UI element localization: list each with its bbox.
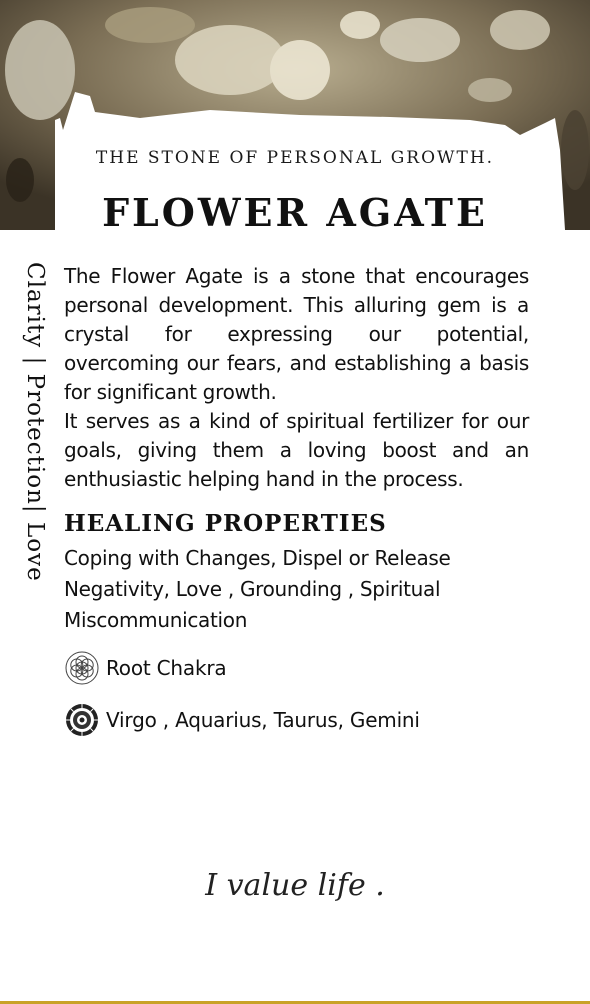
main-content <box>64 262 529 738</box>
flower-of-life-icon <box>64 650 100 686</box>
zodiac-wheel-icon <box>64 702 100 738</box>
healing-properties-heading: HEALING PROPERTIES <box>64 510 387 537</box>
vertical-tagline: Clarity | Protection| Love <box>22 262 48 582</box>
page-subtitle: THE STONE OF PERSONAL GROWTH. <box>95 148 495 168</box>
healing-properties-text: Coping with Changes, Dispel or Release Negativity, Love , Grounding , Spiritual Miscommunication <box>64 546 451 632</box>
description <box>64 262 529 494</box>
signature: I value life . <box>205 868 385 903</box>
zodiac-row <box>64 702 529 738</box>
chakra-label: Root Chakra <box>106 656 227 680</box>
chakra-row <box>64 650 529 686</box>
zodiac-label: Virgo , Aquarius, Taurus, Gemini <box>106 708 420 732</box>
description-paragraph-1: The Flower Agate is a stone that encourages personal development. This alluring gem is a crystal for expressing our potential, overcoming our fears, and establishing a basis for significant growth. <box>64 264 529 404</box>
page-title: FLOWER AGATE <box>102 190 488 235</box>
description-paragraph-2: It serves as a kind of spiritual fertilizer for our goals, giving them a loving boost and an enthusiastic helping hand in the process. <box>64 409 529 491</box>
